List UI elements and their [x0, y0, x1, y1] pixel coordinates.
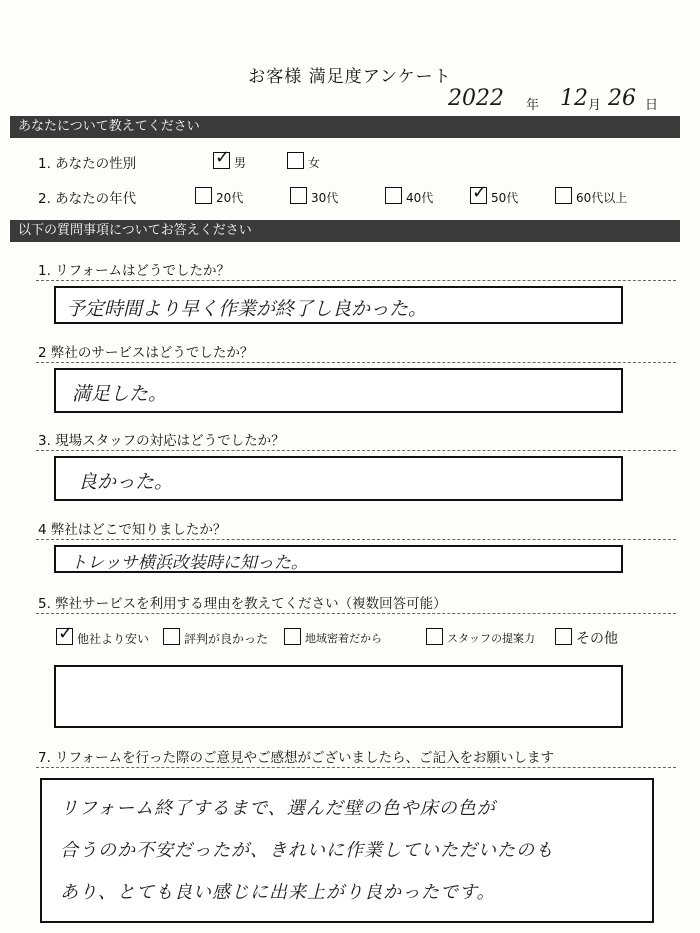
q5-label: 5. 弊社サービスを利用する理由を教えてください（複数回答可能）	[38, 596, 447, 612]
age-20s-label: 20代	[216, 191, 244, 205]
age-60plus-label: 60代以上	[576, 191, 628, 205]
section-header-questions: 以下の質問事項についてお答えください	[10, 220, 680, 242]
date-day-unit: 日	[645, 98, 659, 113]
reason-other-checkbox[interactable]	[555, 628, 572, 645]
gender-label: 1. あなたの性別	[38, 156, 137, 172]
reason-reputation-checkbox[interactable]	[163, 628, 180, 645]
q5-comment-box[interactable]	[54, 665, 623, 728]
q7-answer-line: 合うのか不安だったが、きれいに作業していただいたのも	[60, 840, 554, 861]
checkmark-icon: ✓	[215, 147, 231, 168]
date-year: 2022	[448, 86, 504, 111]
q3-answer-box[interactable]	[54, 456, 623, 501]
q1-label: 1. リフォームはどうでしたか？	[38, 263, 230, 279]
q1-answer: 予定時間より早く作業が終了し良かった。	[66, 298, 428, 320]
age-label: 2. あなたの年代	[38, 191, 137, 207]
age-40s-checkbox[interactable]	[385, 187, 402, 204]
reason-other-label: その他	[576, 631, 618, 647]
q1-answer-box[interactable]	[54, 286, 623, 324]
checkmark-icon: ✓	[472, 182, 488, 203]
date-month-unit: 月	[588, 98, 602, 113]
q2-answer-box[interactable]	[54, 368, 623, 413]
q5-divider	[36, 613, 676, 614]
q7-divider	[36, 767, 676, 768]
gender-female-label: 女	[308, 156, 321, 170]
date-year-unit: 年	[526, 98, 540, 113]
q3-label: 3. 現場スタッフの対応はどうでしたか？	[38, 433, 285, 449]
age-30s-checkbox[interactable]	[290, 187, 307, 204]
q7-answer-line: リフォーム終了するまで、選んだ壁の色や床の色が	[60, 798, 496, 819]
q2-label: 2 弊社のサービスはどうでしたか？	[38, 345, 254, 361]
q4-answer-box[interactable]	[54, 545, 623, 573]
age-60plus-checkbox[interactable]	[555, 187, 572, 204]
q4-divider	[36, 539, 676, 540]
q2-answer: 満足した。	[72, 383, 168, 405]
reason-local-label: 地域密着だから	[305, 632, 382, 645]
gender-male-label: 男	[234, 156, 247, 170]
q4-answer: トレッサ横浜改装時に知った。	[70, 553, 308, 573]
reason-staff-label: スタッフの提案力	[447, 632, 535, 645]
checkmark-icon: ✓	[58, 623, 74, 644]
q3-divider	[36, 450, 676, 451]
q4-label: 4 弊社はどこで知りましたか？	[38, 522, 227, 538]
age-40s-label: 40代	[406, 191, 434, 205]
survey-date	[448, 86, 663, 116]
section-header-about-you: あなたについて教えてください	[10, 116, 680, 138]
q1-divider	[36, 280, 676, 281]
reason-staff-checkbox[interactable]	[426, 628, 443, 645]
q7-answer-box[interactable]	[40, 778, 654, 923]
age-50s-checkbox[interactable]	[470, 182, 488, 204]
q2-divider	[36, 362, 676, 363]
gender-female-checkbox[interactable]	[287, 152, 304, 169]
age-20s-checkbox[interactable]	[195, 187, 212, 204]
gender-male-checkbox[interactable]	[213, 147, 231, 169]
reason-cheaper-checkbox[interactable]	[56, 623, 74, 645]
age-50s-label: 50代	[491, 191, 519, 205]
reason-cheaper-label: 他社より安い	[77, 632, 150, 646]
page-title: お客様 満足度アンケート	[248, 67, 452, 87]
reason-local-checkbox[interactable]	[284, 628, 301, 645]
reason-reputation-label: 評判が良かった	[184, 632, 269, 646]
date-day: 26	[608, 86, 636, 111]
date-month: 12	[560, 86, 588, 111]
age-30s-label: 30代	[311, 191, 339, 205]
q3-answer: 良かった。	[78, 471, 174, 493]
q7-label: 7. リフォームを行った際のご意見やご感想がございましたら、ご記入をお願いします	[38, 750, 554, 766]
q7-answer-line: あり、とても良い感じに出来上がり良かったです。	[60, 882, 496, 903]
